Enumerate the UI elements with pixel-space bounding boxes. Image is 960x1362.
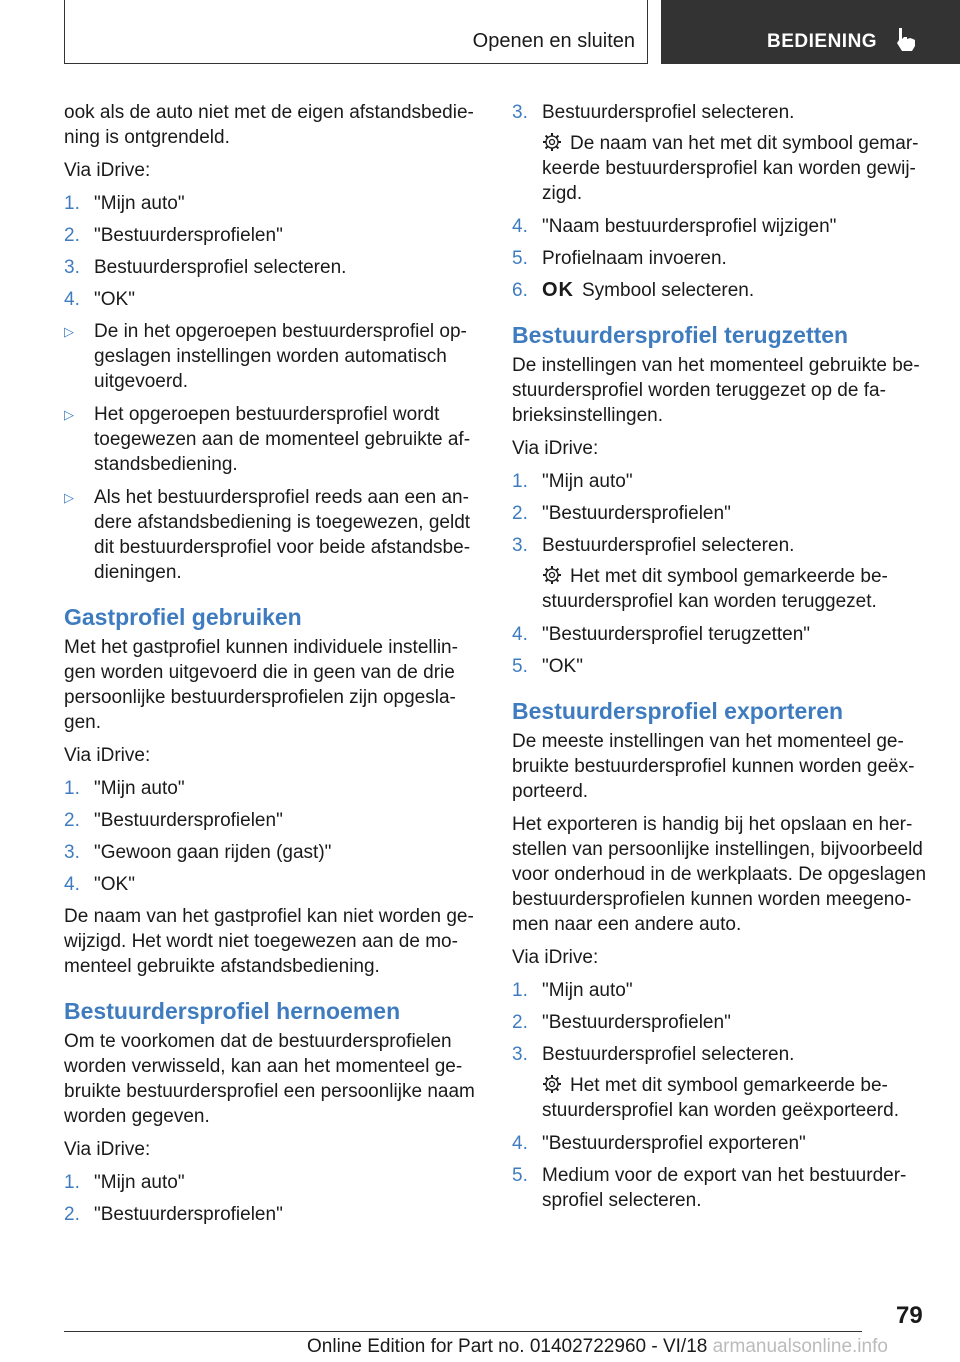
step-list: [512, 1131, 932, 1213]
pointing-hand-icon: [893, 26, 919, 52]
step-text: "Mijn auto": [94, 778, 185, 799]
step-number: 1.: [512, 980, 528, 1001]
step-number: 6.: [512, 280, 528, 301]
step-text: Medium voor de export van het bestuurdersprofiel selecteren.: [542, 1165, 907, 1211]
section-heading-reset: Bestuurdersprofiel terugzetten: [512, 322, 849, 348]
note-text: De naam van het met dit symbool gemarkeerde bestuurdersprofiel kan worden gewijzigd.: [542, 133, 919, 204]
step-text: "Bestuurdersprofielen": [94, 810, 283, 831]
step-text: "Bestuurdersprofielen": [542, 1012, 731, 1033]
step-number: 3.: [64, 842, 80, 863]
step-item: [64, 1170, 480, 1195]
step-note: [512, 1073, 932, 1123]
bullet-text: Als het bestuurdersprofiel reeds aan een andere afstandsbediening is toegewezen, geldt dit bestuurdersprofiel voor beide afstandsbedieningen.: [94, 487, 471, 583]
triangle-bullet-icon: ▷: [64, 490, 74, 505]
bullet-item: [64, 485, 480, 585]
note-text: Het met dit symbool gemarkeerde bestuurdersprofiel kan worden teruggezet.: [542, 566, 888, 612]
step-number: 2.: [64, 1204, 80, 1225]
left-column: [64, 100, 480, 1234]
header-chapter-title: BEDIENING: [767, 31, 878, 52]
step-item: [64, 840, 480, 865]
step-number: 1.: [64, 193, 80, 214]
ok-icon: OK: [542, 279, 574, 301]
step-list: [512, 622, 932, 679]
paragraph: De instellingen van het momenteel gebruikte bestuurdersprofiel worden teruggezet op de fabrieksinstellingen.: [512, 355, 920, 426]
step-item: [512, 622, 932, 647]
header-section-title: Openen en sluiten: [472, 30, 635, 52]
step-text: Bestuurdersprofiel selecteren.: [542, 535, 795, 556]
step-list: [512, 214, 932, 303]
footer-edition: [307, 1336, 888, 1358]
gear-icon: [542, 1074, 562, 1094]
triangle-bullet-icon: ▷: [64, 407, 74, 422]
step-item: [512, 214, 932, 239]
bullet-list: [64, 319, 480, 585]
paragraph: De meeste instellingen van het momenteel gebruikte bestuurdersprofiel kunnen worden geëxporteerd.: [512, 731, 915, 802]
step-item: [512, 469, 932, 494]
step-text: "Gewoon gaan rijden (gast)": [94, 842, 332, 863]
step-item: [512, 654, 932, 679]
page-number: 79: [896, 1302, 923, 1329]
step-note: [512, 564, 932, 614]
paragraph: De naam van het gastprofiel kan niet worden gewijzigd. Het wordt niet toegewezen aan de momenteel gebruikte afstandsbediening.: [64, 906, 474, 977]
paragraph: ook als de auto niet met de eigen afstandsbediening is ontgrendeld.: [64, 102, 474, 148]
section-heading-export: Bestuurdersprofiel exporteren: [512, 698, 844, 724]
step-number: 3.: [64, 257, 80, 278]
bullet-item: [64, 319, 480, 394]
step-number: 3.: [512, 1044, 528, 1065]
step-number: 3.: [512, 102, 528, 123]
step-item: [512, 978, 932, 1003]
via-idrive-label: Via iDrive:: [512, 947, 599, 968]
step-text: "Bestuurdersprofiel exporteren": [542, 1133, 806, 1154]
note-text: Het met dit symbool gemarkeerde bestuurdersprofiel kan worden geëxporteerd.: [542, 1075, 899, 1121]
footer-edition-text: Online Edition for Part no. 01402722960 - VI/18: [307, 1336, 708, 1357]
step-text: "Mijn auto": [542, 471, 633, 492]
step-number: 2.: [512, 503, 528, 524]
step-number: 1.: [64, 778, 80, 799]
header-chapter-box: [661, 0, 960, 64]
step-number: 1.: [512, 471, 528, 492]
bullet-text: Het opgeroepen bestuurdersprofiel wordt toegewezen aan de momenteel gebruikte afstandsbediening.: [94, 404, 471, 475]
step-item: [64, 1202, 480, 1227]
step-item: [512, 1163, 932, 1213]
step-item: [512, 1131, 932, 1156]
header-section-box: [64, 0, 648, 64]
bullet-text: De in het opgeroepen bestuurdersprofiel opgeslagen instellingen worden automatisch uitgevoerd.: [94, 321, 467, 392]
step-text: "OK": [94, 874, 135, 895]
step-number: 1.: [64, 1172, 80, 1193]
paragraph: Met het gastprofiel kunnen individuele instellingen worden uitgevoerd die in geen van de drie persoonlijke bestuurdersprofielen zijn opgeslagen.: [64, 637, 458, 733]
step-item: [512, 1042, 932, 1067]
section-heading-rename: Bestuurdersprofiel hernoemen: [64, 998, 401, 1024]
step-text: "Bestuurdersprofielen": [94, 1204, 283, 1225]
step-number: 4.: [64, 874, 80, 895]
step-number: 5.: [512, 248, 528, 269]
step-number: 4.: [512, 216, 528, 237]
step-item: [64, 255, 480, 280]
step-text: "Mijn auto": [542, 980, 633, 1001]
step-number: 4.: [64, 289, 80, 310]
step-item: [64, 776, 480, 801]
step-number: 2.: [64, 810, 80, 831]
step-text: "OK": [94, 289, 135, 310]
step-text: Profielnaam invoeren.: [542, 248, 727, 269]
step-item: [512, 246, 932, 271]
bullet-item: [64, 402, 480, 477]
step-item: [64, 223, 480, 248]
step-text: Bestuurdersprofiel selecteren.: [542, 1044, 795, 1065]
step-text: "OK": [542, 656, 583, 677]
paragraph: Het exporteren is handig bij het opslaan en herstellen van persoonlijke instellingen, bijvoorbeeld voor onderhoud in de werkplaats. De opgeslagen bestuurdersprofielen kunnen worden meegenomen naar een andere auto.: [512, 814, 927, 935]
step-list: [512, 100, 932, 125]
step-number: 4.: [512, 624, 528, 645]
step-text: "Bestuurdersprofielen": [94, 225, 283, 246]
step-item: [512, 100, 932, 125]
section-heading-guest: Gastprofiel gebruiken: [64, 604, 302, 630]
right-column: [512, 100, 932, 1220]
step-list: [512, 469, 932, 558]
step-number: 5.: [512, 1165, 528, 1186]
step-text: Bestuurdersprofiel selecteren.: [94, 257, 347, 278]
step-item: [64, 191, 480, 216]
footer-divider: [64, 1331, 862, 1332]
footer-watermark: armanualsonline.info: [712, 1336, 888, 1357]
step-list: [512, 978, 932, 1067]
step-number: 4.: [512, 1133, 528, 1154]
step-text: "Bestuurdersprofiel terugzetten": [542, 624, 811, 645]
step-item: [512, 278, 932, 303]
step-item: [512, 533, 932, 558]
triangle-bullet-icon: ▷: [64, 324, 74, 339]
step-text: "Mijn auto": [94, 193, 185, 214]
paragraph: Om te voorkomen dat de bestuurdersprofielen worden verwisseld, kan aan het momenteel gebruikte bestuurdersprofiel een persoonlijke naam worden gegeven.: [64, 1031, 475, 1127]
step-note: [512, 131, 932, 206]
gear-icon: [542, 565, 562, 585]
step-number: 2.: [64, 225, 80, 246]
step-text: Symbool selecteren.: [582, 280, 755, 301]
step-number: 2.: [512, 1012, 528, 1033]
via-idrive-label: Via iDrive:: [64, 160, 151, 181]
step-item: [512, 501, 932, 526]
gear-icon: [542, 132, 562, 152]
step-text: Bestuurdersprofiel selecteren.: [542, 102, 795, 123]
step-text: "Bestuurdersprofielen": [542, 503, 731, 524]
step-list: [64, 776, 480, 897]
step-list: [64, 1170, 480, 1227]
step-number: 5.: [512, 656, 528, 677]
via-idrive-label: Via iDrive:: [512, 438, 599, 459]
step-item: [512, 1010, 932, 1035]
step-item: [64, 287, 480, 312]
via-idrive-label: Via iDrive:: [64, 1139, 151, 1160]
step-item: [64, 808, 480, 833]
via-idrive-label: Via iDrive:: [64, 745, 151, 766]
step-text: "Naam bestuurdersprofiel wijzigen": [542, 216, 837, 237]
step-list: [64, 191, 480, 312]
step-number: 3.: [512, 535, 528, 556]
step-item: [64, 872, 480, 897]
step-text: "Mijn auto": [94, 1172, 185, 1193]
